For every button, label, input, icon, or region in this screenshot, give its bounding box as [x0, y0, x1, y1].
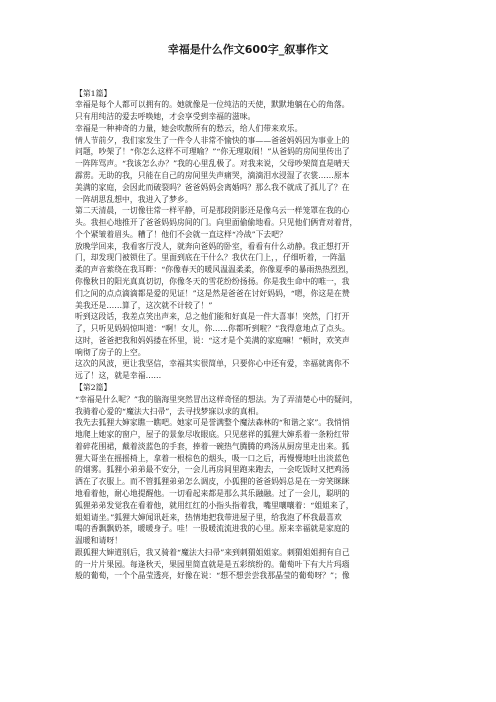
body-line: 我先去狐狸大婶家瞧一瞧吧。她家可是誉满整个魔法森林的“和谐之家”。我悄悄 — [75, 418, 350, 428]
body-line: 只有用纯洁的爱去呼唤她，才会享受到幸福的滋味。 — [75, 112, 256, 122]
body-line: 这时，爸爸把我和妈妈搂在怀里，说：“这才是个美满的家庭嘛！”顿时，欢笑声 — [75, 335, 350, 345]
body-line: 你像秋日的阳光真真切切，你像冬天的雪花纷纷扬扬。你是我生命中的唯一，我 — [75, 276, 350, 286]
body-line: 的一片片果园。每逢秋天，果园里简直就是是五彩缤纷的。葡萄叶下有大片玛瑙 — [75, 559, 350, 569]
body-line: 头。我担心地推开了爸爸妈妈房间的门。向里面偷偷地看。只见他们俩背对着背， — [75, 218, 358, 228]
body-line: 们之间的点点滴滴都是爱的见证！”这是然是爸爸在讨好妈妈，“嗯，你这是在赞 — [75, 288, 350, 298]
body-line: 远了！这，就是幸福…… — [75, 371, 162, 381]
body-line: 了，只听见妈妈惊叫道：“啊！女儿，你……你都听到啦？”我得意地点了点头。 — [75, 324, 350, 334]
body-line: 地爬上她家的窗户，屋子的景象尽收眼底。只见慈祥的狐狸大婶系着一条粉红带 — [75, 430, 350, 440]
body-line: 门，却发现门被锁住了。里面到底在干什么？我伏在门上，，仔细听着，一阵温 — [75, 253, 346, 263]
body-line: 美我还是……算了，这次就不计较了！” — [75, 300, 213, 310]
body-line: 情人节前夕，我们家发生了一件令人非常不愉快的事——爸爸妈妈因为事业上的 — [75, 135, 350, 145]
body-line: 我骑着心爱的“魔法大扫帚”，去寻找梦寐以求的真相。 — [75, 406, 264, 416]
body-line: 地看着他，耐心地提醒他。一切看起来都是那么其乐融融。过了一会儿，聪明的 — [75, 489, 350, 499]
body-line: 第二天清晨，一切像往常一样平静，可是那段阴影还是像乌云一样笼罩在我的心 — [75, 206, 350, 216]
body-line: 洒在了衣服上。而不管狐狸弟弟怎么调皮，小狐狸的爸爸妈妈总是在一旁笑眯眯 — [75, 477, 350, 487]
body-line: 喝的香飘飘奶茶，暖暖身子。哇！一股暖流流进我的心里。原来幸福就是家庭的 — [75, 524, 350, 534]
body-line: 姐姐请坐。”狐狸大婶闻讯赶来，热情地把我带进屋子里，给我泡了杯我最喜欢 — [75, 512, 342, 522]
body-line: 美满的家庭，会因此而破裂吗？爸爸妈妈会离婚吗？那么我不就成了孤儿了？在 — [75, 182, 350, 192]
body-line: 幸福是每个人都可以拥有的。她就像是一位纯洁的天使，默默地躺在心的角落。 — [75, 100, 350, 110]
section-heading: 【第2篇】 — [75, 383, 112, 392]
body-line: 问题，吵架了！“你怎么这样不可理喻？”“你无理取闹！”从爸妈的房间里传出了 — [75, 147, 350, 157]
body-line: “幸福是什么呢？”我的脑海里突然冒出这样奇怪的想法。为了弄清楚心中的疑问， — [75, 394, 358, 404]
body-line: 一阵胡思乱想中，我进入了梦乡。 — [75, 194, 193, 204]
document-page — [75, 0, 421, 702]
body-line: 响彻了房子的上空。 — [75, 347, 146, 357]
body-line: 般的葡萄，一个个晶莹透亮，好像在说：“想不想尝尝我那晶莹的葡萄呀？”；像 — [75, 571, 350, 581]
body-line: 个个紧皱着眉头。糟了！他们不会就一直这样“冷战”下去吧？ — [75, 229, 287, 239]
body-line: 一阵阵骂声。“我该怎么办？”我的心里乱极了。对我来说，父母吵架简直是晴天 — [75, 159, 350, 169]
document-title: 幸福是什么作文600字_叙事作文 — [167, 43, 329, 56]
body-line: 霹雳。无助的我，只能在自己的房间里失声痛哭，滴滴泪水浸湿了衣裳……原本 — [75, 170, 350, 180]
body-line: 柔的声音萦绕在我耳畔：“你像春天的暖风温温柔柔，你像夏季的暴雨热热烈烈， — [75, 265, 354, 275]
body-line: 狐狸弟弟发觉我在看着他，就用红红的小指头指着我，嘴里嚷嚷着：“姐姐来了， — [75, 500, 354, 510]
body-line: 着碎花围裙，戴着淡蓝色的手套，捧着一碗热气腾腾的鸡汤从厨房里走出来。狐 — [75, 441, 350, 451]
body-line: 温暖和请呀！ — [75, 536, 123, 546]
body-line: 跟狐狸大婶道别后，我又骑着“魔法大扫帚”来到刺猬姐姐家。刺猬姐姐拥有自己 — [75, 547, 350, 557]
section-heading: 【第1篇】 — [75, 88, 112, 98]
body-line: 放晚学回来，我看客厅没人，就奔向爸妈的卧室，看看有什么动静。我正想打开 — [75, 241, 350, 251]
body-line: 狸大哥坐在摇摇椅上，拿着一根棕色的烟头，吸一口之后，再慢慢地吐出淡蓝色 — [75, 453, 350, 463]
body-line: 幸福是一种神奇的力量，她会吹散所有的愁云，给人们带来欢乐。 — [75, 123, 303, 133]
body-line: 听到这段话，我差点笑出声来，总之他们能和好真是一件大喜事！突然，门打开 — [75, 312, 350, 322]
body-line: 的烟雾。狐狸小弟弟最不安分，一会儿再房间里跑来跑去，一会吃饭时又把鸡汤 — [75, 465, 350, 475]
body-line: 这次的风波，更让我坚信，幸福其实很简单，只要你心中还有爱，幸福就离你不 — [75, 359, 350, 369]
